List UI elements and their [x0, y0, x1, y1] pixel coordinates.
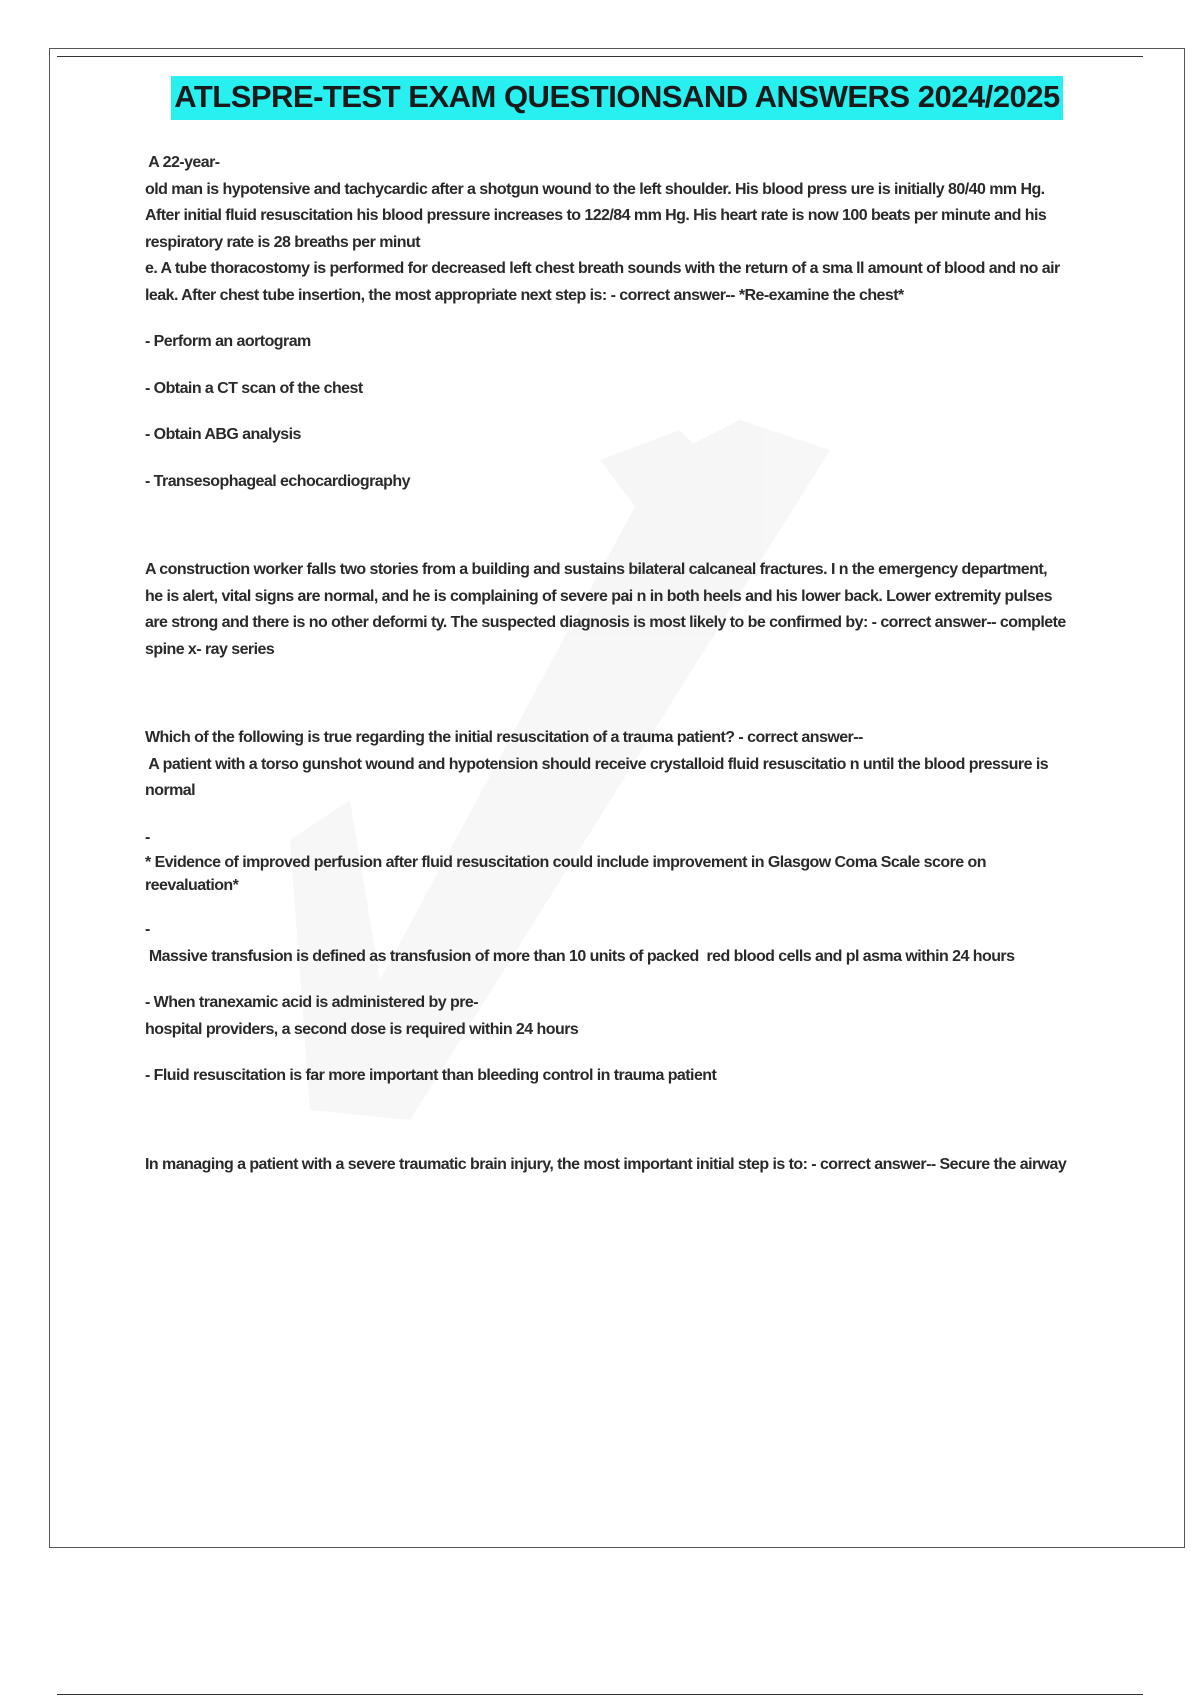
- q1-option: - Obtain a CT scan of the chest: [145, 379, 363, 397]
- q2-line: are strong and there is no other deformi ty. The suspected diagnosis is most likely to be confirmed by: - correct answer-- complete: [145, 614, 1066, 631]
- q1-option: - Perform an aortogram: [145, 333, 311, 350]
- q3-line: normal: [145, 782, 196, 799]
- top-rule: [57, 56, 1143, 57]
- q3-txa-line: - When tranexamic acid is administered by pre-: [145, 994, 479, 1011]
- q3-line: A patient with a torso gunshot wound and hypotension should receive crystalloid fluid resuscitatio n until the blood pressure is: [145, 755, 1049, 773]
- q3-line: Which of the following is true regarding the initial resuscitation of a trauma patient? - correct answer--: [145, 729, 863, 746]
- q1-line: After initial fluid resuscitation his blood pressure increases to 122/84 mm Hg. His heart rate is now 100 beats per minute and his: [145, 207, 1047, 224]
- question-1: [145, 150, 1105, 495]
- q2-line: A construction worker falls two stories from a building and sustains bilateral calcaneal fractures. I n the emergency department,: [145, 561, 1048, 578]
- q3-dash: -: [145, 921, 150, 938]
- q1-line: e. A tube thoracostomy is performed for decreased left chest breath sounds with the return of a sma ll amount of blood and no air: [145, 260, 1060, 277]
- document-body: [145, 150, 1105, 1178]
- question-4: [145, 1152, 1105, 1179]
- q1-line: old man is hypotensive and tachycardic after a shotgun wound to the left shoulder. His blood press ure is initially 80/40 mm Hg.: [145, 180, 1045, 198]
- q3-answer-line: reevaluation*: [145, 877, 239, 894]
- title-wrap: [0, 76, 1200, 120]
- q1-line: leak. After chest tube insertion, the most appropriate next step is: - correct answer-- *Re-examine the chest*: [145, 286, 904, 304]
- q2-line: spine x- ray series: [145, 640, 275, 658]
- q1-option: - Transesophageal echocardiography: [145, 472, 410, 490]
- question-3: [145, 725, 1105, 1090]
- q3-txa-line: hospital providers, a second dose is required within 24 hours: [145, 1020, 579, 1038]
- q1-line: A 22-year-: [145, 154, 220, 171]
- q4-text: In managing a patient with a severe traumatic brain injury, the most important initial step is to: - correct answer-- Secure the airway: [145, 1155, 1067, 1173]
- q3-answer-line: * Evidence of improved perfusion after fluid resuscitation could include improvement in Glasgow Coma Scale score on: [145, 854, 986, 871]
- q3-massive: Massive transfusion is defined as transfusion of more than 10 units of packed red blood cells and pl asma within 24 hours: [145, 947, 1015, 965]
- question-2: [145, 557, 1105, 663]
- q3-fluid: - Fluid resuscitation is far more important than bleeding control in trauma patient: [145, 1067, 717, 1084]
- q2-line: he is alert, vital signs are normal, and he is complaining of severe pai n in both heels and his lower back. Lower extremity pulses: [145, 587, 1052, 605]
- document-title: ATLSPRE-TEST EXAM QUESTIONSAND ANSWERS 2024/2025: [171, 76, 1063, 120]
- bottom-rule: [57, 1694, 1143, 1695]
- q1-line: respiratory rate is 28 breaths per minut: [145, 233, 421, 251]
- q1-option: - Obtain ABG analysis: [145, 426, 301, 443]
- q3-dash: -: [145, 828, 150, 846]
